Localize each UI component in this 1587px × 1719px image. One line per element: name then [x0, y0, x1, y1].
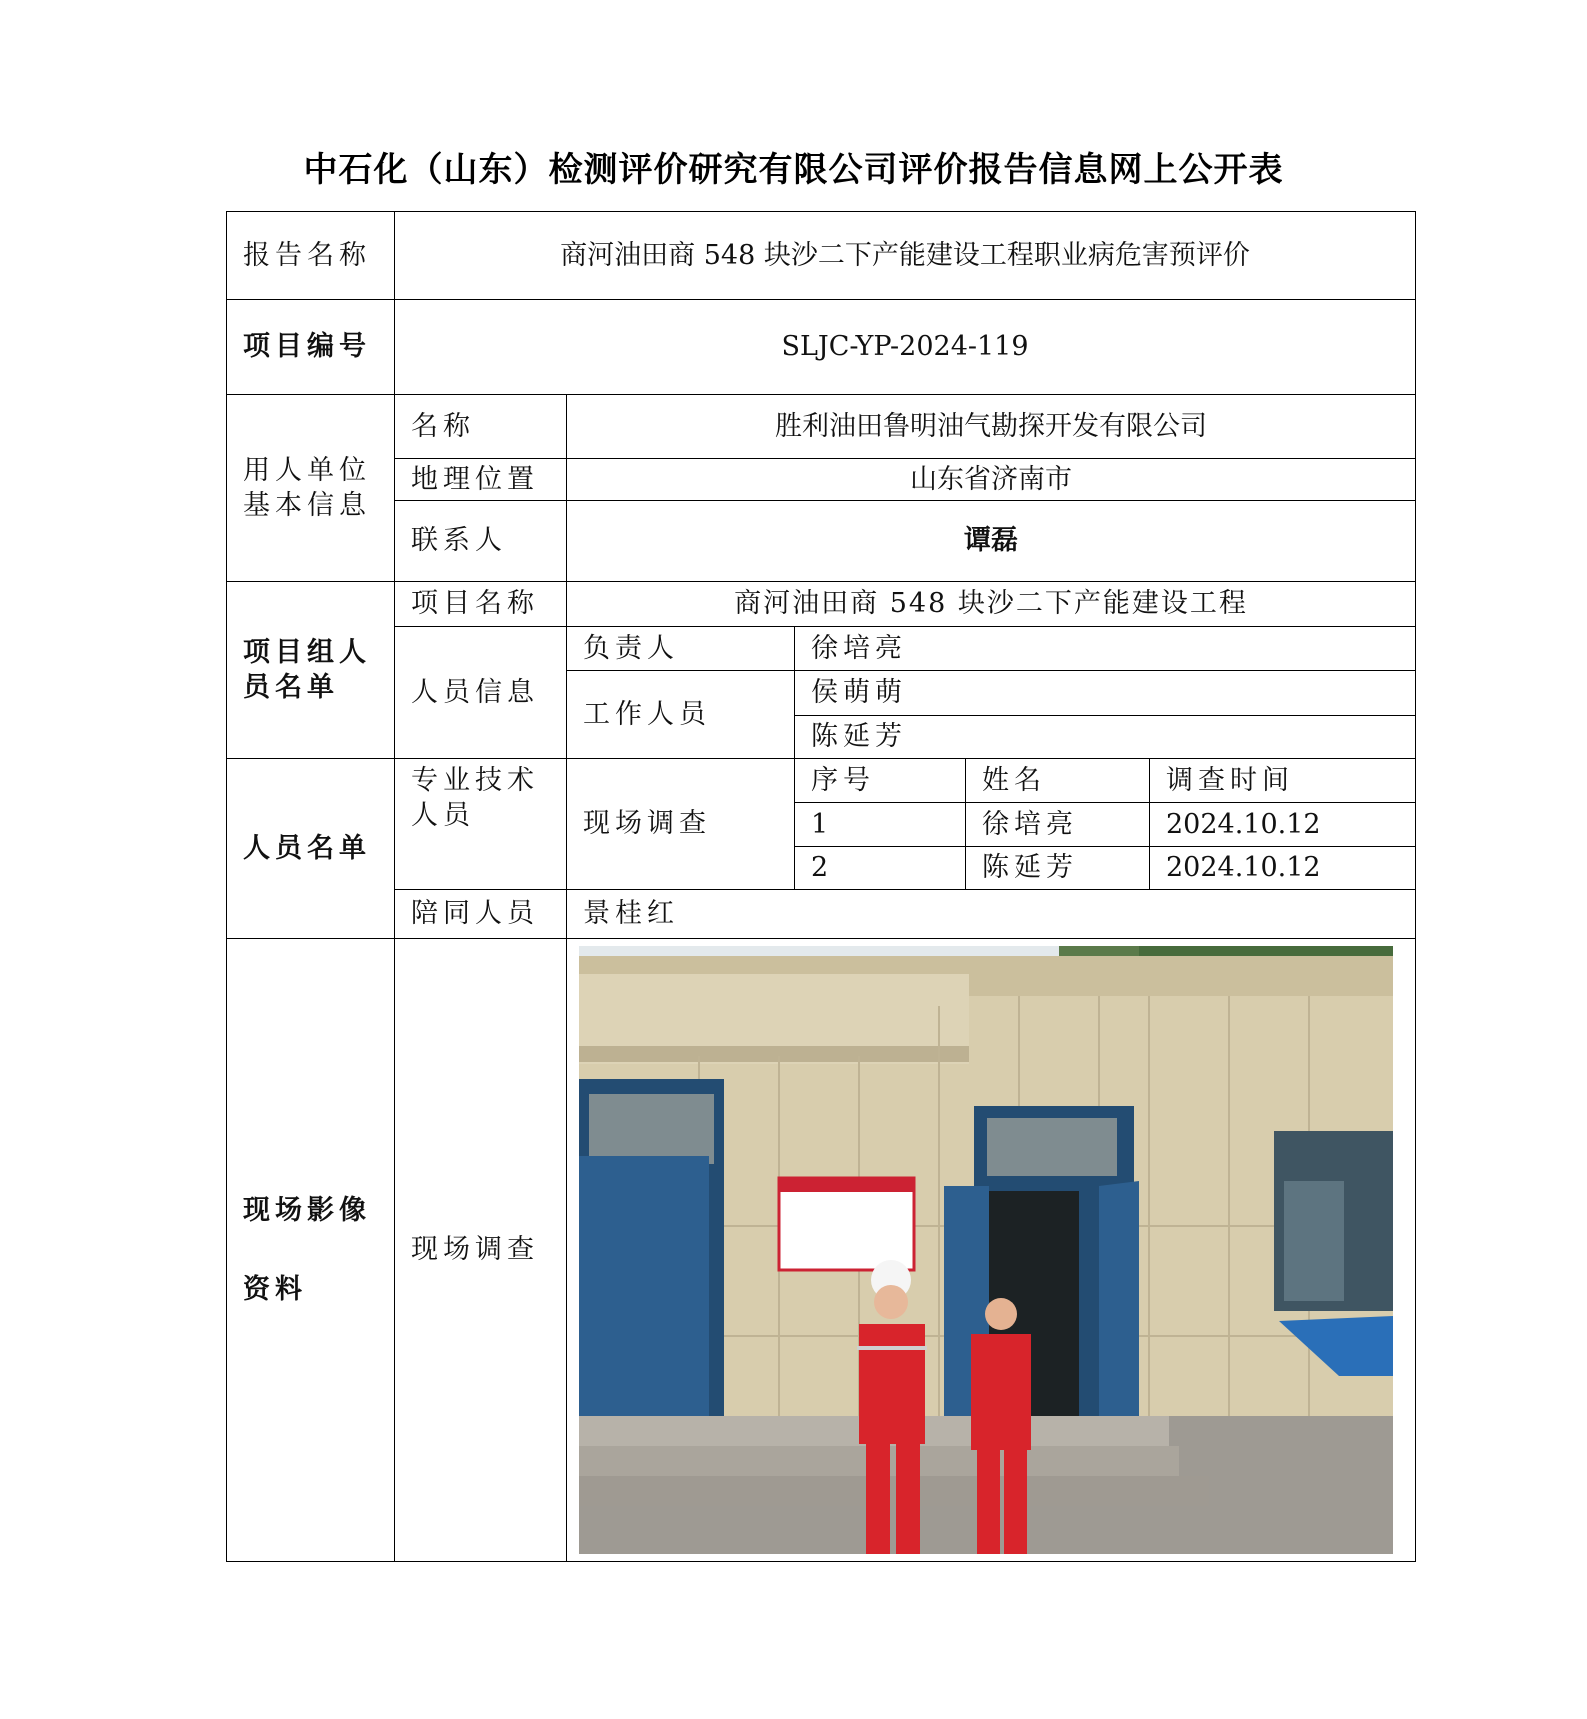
employer-location-label: 地理位置 — [395, 459, 567, 501]
escort-label: 陪同人员 — [395, 890, 567, 939]
site-survey-label: 现场调查 — [567, 759, 795, 890]
site-photo-cell — [567, 939, 1416, 1562]
project-number-value: SLJC-YP-2024-119 — [395, 300, 1416, 395]
staff-member: 陈延芳 — [795, 716, 1416, 759]
site-images-label-line1: 现场影像 — [243, 1194, 371, 1226]
row-date: 2024.10.12 — [1150, 847, 1416, 890]
document-title: 中石化（山东）检测评价研究有限公司评价报告信息网上公开表 — [303, 150, 1284, 190]
project-team-section-label: 项目组人员名单 — [227, 582, 395, 759]
project-number-label: 项目编号 — [227, 300, 395, 395]
employer-name-label: 名称 — [395, 395, 567, 459]
col-header-date: 调查时间 — [1150, 759, 1416, 803]
col-header-no: 序号 — [795, 759, 966, 803]
staff-label: 工作人员 — [567, 671, 795, 759]
report-name-row — [227, 212, 1416, 300]
info-table — [226, 211, 1416, 1562]
employer-location: 山东省济南市 — [567, 459, 1416, 501]
project-name-label: 项目名称 — [395, 582, 567, 627]
staff-member: 侯萌萌 — [795, 671, 1416, 716]
project-name: 商河油田商 548 块沙二下产能建设工程 — [567, 582, 1416, 627]
row-no: 1 — [795, 803, 966, 847]
tech-staff-label: 专业技术人员 — [395, 759, 567, 890]
employer-section-label: 用人单位基本信息 — [227, 395, 395, 582]
report-name-value: 商河油田商 548 块沙二下产能建设工程职业病危害预评价 — [395, 212, 1416, 300]
employer-contact-label: 联系人 — [395, 501, 567, 582]
leader-name: 徐培亮 — [795, 627, 1416, 671]
site-survey-photo — [579, 946, 1393, 1554]
row-date: 2024.10.12 — [1150, 803, 1416, 847]
project-number-row — [227, 300, 1416, 395]
site-images-section-label — [227, 939, 395, 1562]
site-images-survey-label: 现场调查 — [395, 939, 567, 1562]
personnel-info-label: 人员信息 — [395, 627, 567, 759]
personnel-section-label: 人员名单 — [227, 759, 395, 939]
report-name-label: 报告名称 — [227, 212, 395, 300]
employer-name: 胜利油田鲁明油气勘探开发有限公司 — [567, 395, 1416, 459]
site-images-label-line2: 资料 — [243, 1274, 307, 1305]
leader-label: 负责人 — [567, 627, 795, 671]
row-name: 陈延芳 — [966, 847, 1150, 890]
row-name: 徐培亮 — [966, 803, 1150, 847]
escort-name: 景桂红 — [567, 890, 1416, 939]
row-no: 2 — [795, 847, 966, 890]
employer-contact: 谭磊 — [567, 501, 1416, 582]
col-header-name: 姓名 — [966, 759, 1150, 803]
